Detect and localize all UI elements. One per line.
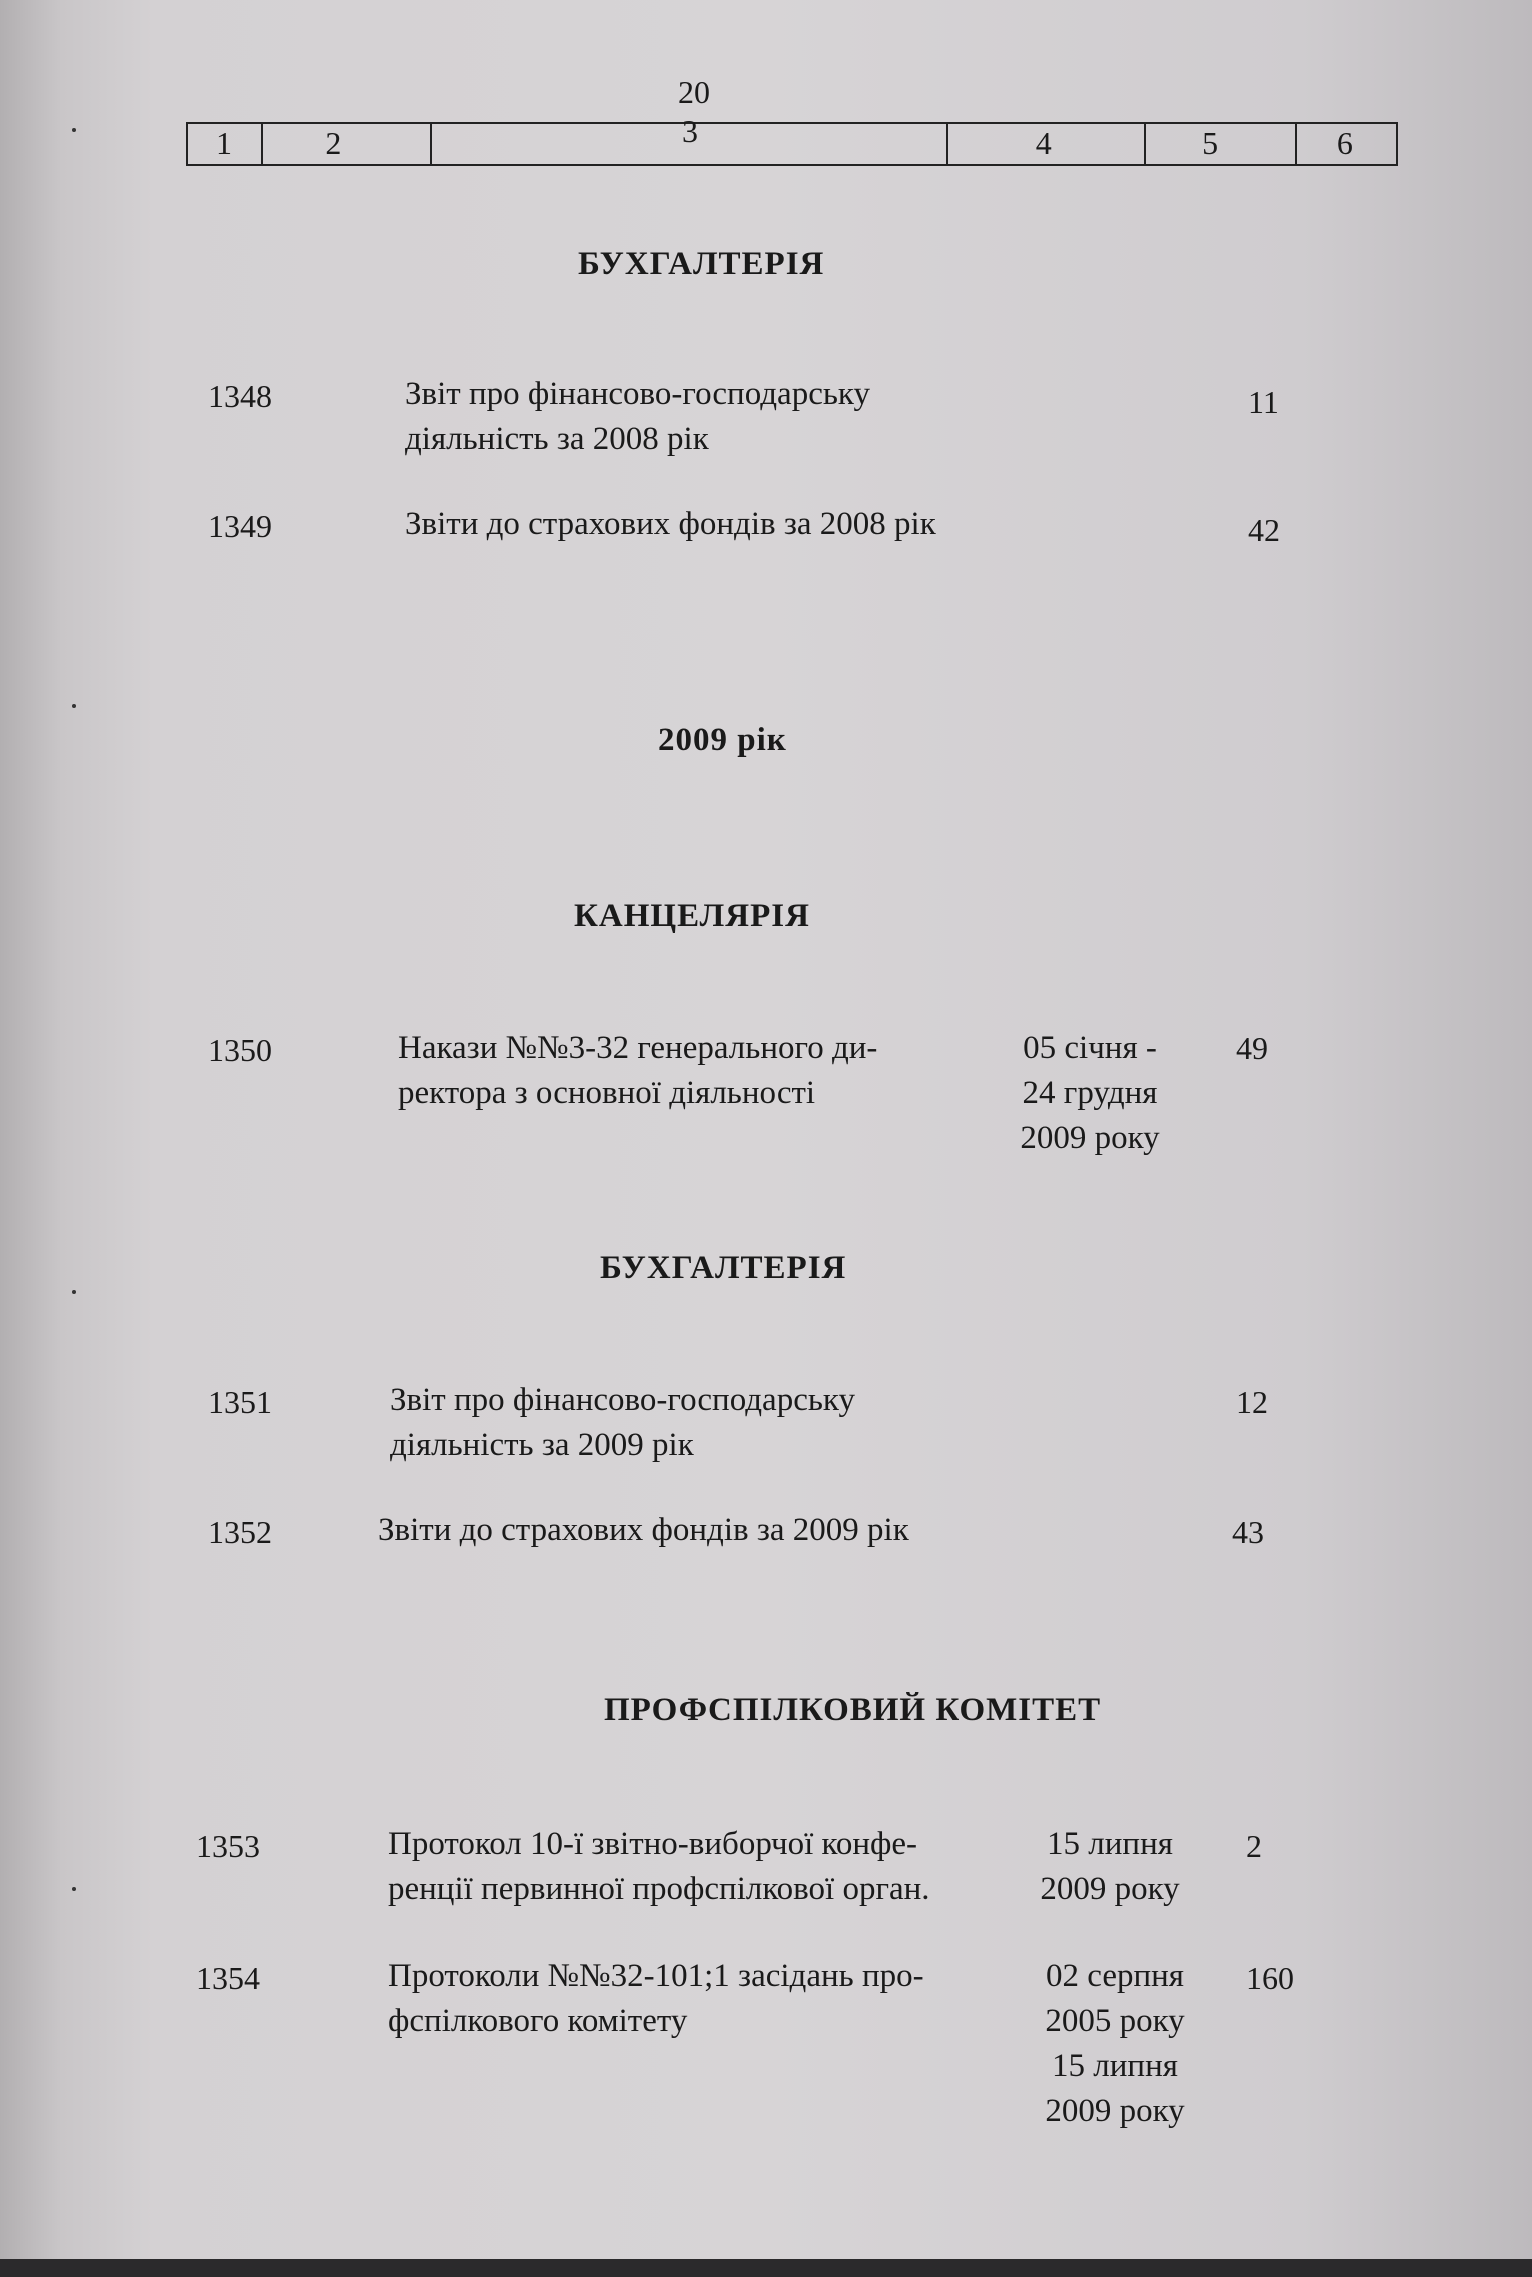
entry-number: 1348 <box>208 378 272 414</box>
entry-date: 02 серпня 2005 року 15 липня 2009 року <box>1045 1958 1185 2129</box>
page-edge-shadow <box>0 2259 1532 2277</box>
column-header-cell: 4 <box>948 124 1146 164</box>
spine-mark <box>72 704 76 708</box>
entry-sheets: 160 <box>1246 1960 1294 1996</box>
spine-mark <box>72 1290 76 1294</box>
year-heading: 2009 рік <box>658 722 787 758</box>
entry-title: Звіти до страхових фондів за 2008 рік <box>405 506 936 542</box>
entry-sheets: 12 <box>1236 1384 1268 1420</box>
entry-sheets: 2 <box>1246 1828 1262 1864</box>
column-header-cell: 3 <box>432 124 948 164</box>
spine-mark <box>72 128 76 132</box>
section-heading: БУХГАЛТЕРІЯ <box>578 246 825 282</box>
entry-title: Протокол 10-ї звітно-виборчої конфе- ренції первинної профспілкової орган. <box>388 1826 930 1907</box>
entry-title: Звіт про фінансово-господарську діяльність за 2009 рік <box>390 1382 855 1463</box>
entry-sheets: 42 <box>1248 512 1280 548</box>
entry-number: 1352 <box>208 1514 272 1550</box>
column-header-row <box>186 113 1398 166</box>
entry-sheets: 11 <box>1248 384 1279 420</box>
entry-number: 1354 <box>196 1960 260 1996</box>
page-number: 20 <box>678 74 710 110</box>
entry-title: Протоколи №№32-101;1 засідань про- фспілкового комітету <box>388 1958 924 2039</box>
entry-sheets: 49 <box>1236 1030 1268 1066</box>
entry-number: 1350 <box>208 1032 272 1068</box>
column-header-cell: 6 <box>1336 125 1353 161</box>
entry-number: 1353 <box>196 1828 260 1864</box>
spine-mark <box>72 1887 76 1891</box>
entry-title: Звіти до страхових фондів за 2009 рік <box>378 1512 909 1548</box>
column-header-cell: 5 <box>1146 124 1297 164</box>
entry-title: Накази №№3-32 генерального ди- ректора з основної діяльності <box>398 1030 878 1111</box>
entry-sheets: 43 <box>1232 1514 1264 1550</box>
column-header-cell: 1 <box>188 124 263 164</box>
section-heading: БУХГАЛТЕРІЯ <box>600 1250 847 1286</box>
entry-title: Звіт про фінансово-господарську діяльність за 2008 рік <box>405 376 870 457</box>
entry-date: 15 липня 2009 року <box>1040 1826 1180 1907</box>
entry-date: 05 січня - 24 грудня 2009 року <box>1020 1030 1160 1156</box>
entry-number: 1349 <box>208 508 272 544</box>
entry-number: 1351 <box>208 1384 272 1420</box>
column-header-cell: 2 <box>263 124 432 164</box>
section-heading: КАНЦЕЛЯРІЯ <box>574 898 810 934</box>
section-heading: ПРОФСПІЛКОВИЙ КОМІТЕТ <box>604 1692 1102 1728</box>
